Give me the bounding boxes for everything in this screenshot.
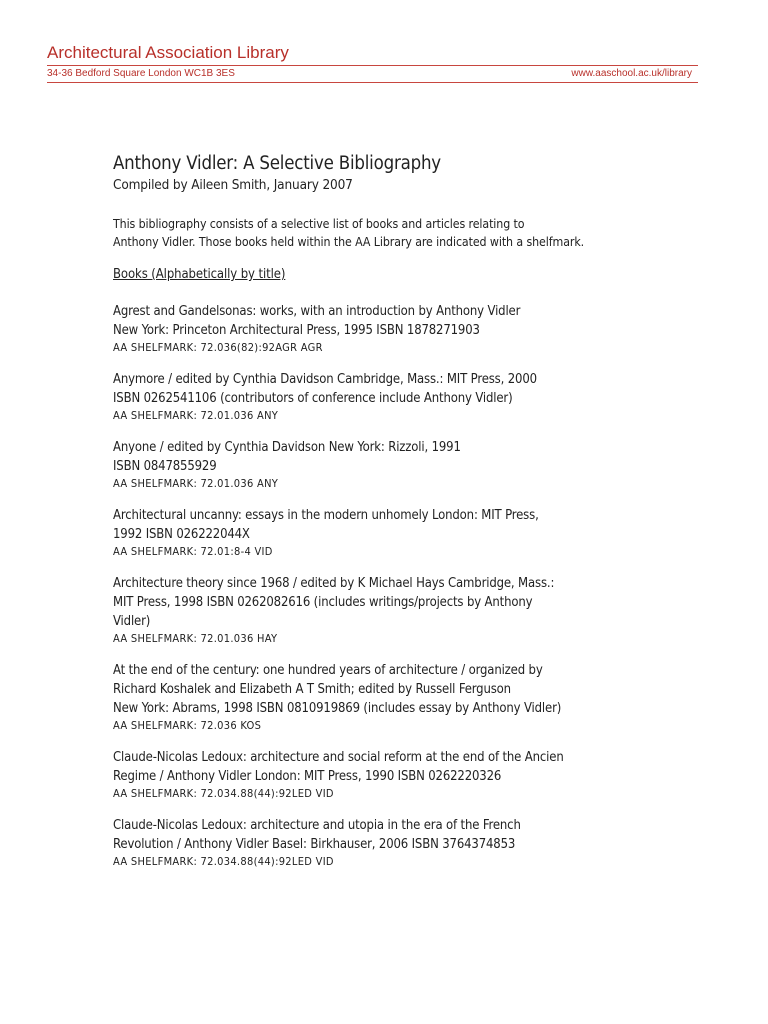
entry-shelfmark: AA SHELFMARK: 72.01.036 ANY — [113, 477, 279, 490]
entry-citation-line: New York: Abrams, 1998 ISBN 0810919869 (includes essay by Anthony Vidler) — [113, 701, 562, 716]
document-body — [113, 152, 673, 884]
intro-paragraph — [113, 215, 673, 251]
entry-shelfmark: AA SHELFMARK: 72.036 KOS — [113, 719, 262, 732]
entry-citation-line: ISBN 0262541106 (contributors of conference include Anthony Vidler) — [113, 391, 513, 406]
entry-citation-line: Anyone / edited by Cynthia Davidson New York: Rizzoli, 1991 — [113, 440, 461, 455]
library-name: Architectural Association Library — [47, 43, 289, 62]
section-heading-books: Books (Alphabetically by title) — [113, 267, 286, 282]
entry-citation-line: Richard Koshalek and Elizabeth A T Smith; edited by Russell Ferguson — [113, 682, 511, 697]
entry-shelfmark: AA SHELFMARK: 72.034.88(44):92LED VID — [113, 855, 334, 868]
entry-citation-line: At the end of the century: one hundred years of architecture / organized by — [113, 663, 543, 678]
entry-citation-line: ISBN 0847855929 — [113, 459, 217, 474]
bibliography-entry — [113, 302, 673, 355]
bibliography-entry — [113, 748, 673, 801]
entry-citation-line: MIT Press, 1998 ISBN 0262082616 (includes writings/projects by Anthony — [113, 595, 533, 610]
bibliography-entry — [113, 370, 673, 423]
bibliography-entry — [113, 506, 673, 559]
entry-citation-line: Architecture theory since 1968 / edited by K Michael Hays Cambridge, Mass.: — [113, 576, 555, 591]
entry-citation-line: Revolution / Anthony Vidler Basel: Birkhauser, 2006 ISBN 3764374853 — [113, 837, 516, 852]
entry-shelfmark: AA SHELFMARK: 72.01.036 ANY — [113, 409, 279, 422]
entry-shelfmark: AA SHELFMARK: 72.034.88(44):92LED VID — [113, 787, 334, 800]
entry-citation-line: Agrest and Gandelsonas: works, with an introduction by Anthony Vidler — [113, 304, 521, 319]
intro-line: Anthony Vidler. Those books held within the AA Library are indicated with a shelfmark. — [113, 235, 585, 249]
entry-shelfmark: AA SHELFMARK: 72.01:8-4 VID — [113, 545, 273, 558]
library-address: 34-36 Bedford Square London WC1B 3ES — [47, 68, 235, 79]
entry-citation-line: Claude-Nicolas Ledoux: architecture and social reform at the end of the Ancien — [113, 750, 564, 765]
entry-citation-line: 1992 ISBN 026222044X — [113, 527, 250, 542]
letterhead-rule-top — [47, 65, 698, 66]
library-url[interactable]: www.aaschool.ac.uk/library — [571, 68, 692, 79]
document-title: Anthony Vidler: A Selective Bibliography — [113, 153, 441, 174]
bibliography-entry — [113, 661, 673, 733]
bibliography-entry — [113, 574, 673, 646]
entry-shelfmark: AA SHELFMARK: 72.01.036 HAY — [113, 632, 278, 645]
bibliography-entry — [113, 816, 673, 869]
compiled-by: Compiled by Aileen Smith, January 2007 — [113, 177, 353, 193]
bibliography-list — [113, 302, 673, 869]
bibliography-entry — [113, 438, 673, 491]
entry-citation-line: New York: Princeton Architectural Press, 1995 ISBN 1878271903 — [113, 323, 480, 338]
letterhead-rule-bottom — [47, 82, 698, 83]
entry-citation-line: Architectural uncanny: essays in the modern unhomely London: MIT Press, — [113, 508, 539, 523]
entry-shelfmark: AA SHELFMARK: 72.036(82):92AGR AGR — [113, 341, 323, 354]
entry-citation-line: Anymore / edited by Cynthia Davidson Cambridge, Mass.: MIT Press, 2000 — [113, 372, 537, 387]
entry-citation-line: Vidler) — [113, 614, 151, 629]
entry-citation-line: Claude-Nicolas Ledoux: architecture and utopia in the era of the French — [113, 818, 521, 833]
intro-line: This bibliography consists of a selective list of books and articles relating to — [113, 217, 525, 231]
letterhead — [0, 0, 768, 100]
entry-citation-line: Regime / Anthony Vidler London: MIT Press, 1990 ISBN 0262220326 — [113, 769, 502, 784]
